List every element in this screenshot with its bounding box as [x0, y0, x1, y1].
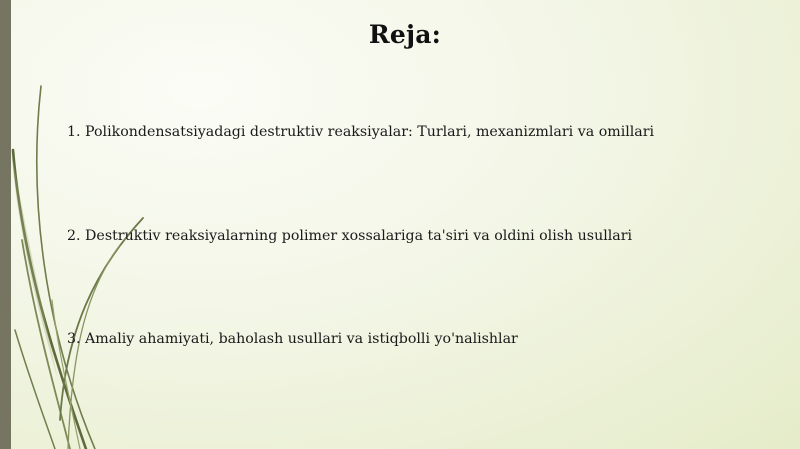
plan-item-1: 1. Polikondensatsiyadagi destruktiv reaksiyalar: Turlari, mexanizmlari va omillari — [67, 124, 655, 140]
plan-item-2: 2. Destruktiv reaksiyalarning polimer xossalariga ta'siri va oldini olish usullari — [67, 228, 633, 244]
slide-title: Reja: — [368, 20, 442, 49]
plan-item-3: 3. Amaliy ahamiyati, baholash usullari va istiqbolli yo'nalishlar — [67, 331, 518, 347]
